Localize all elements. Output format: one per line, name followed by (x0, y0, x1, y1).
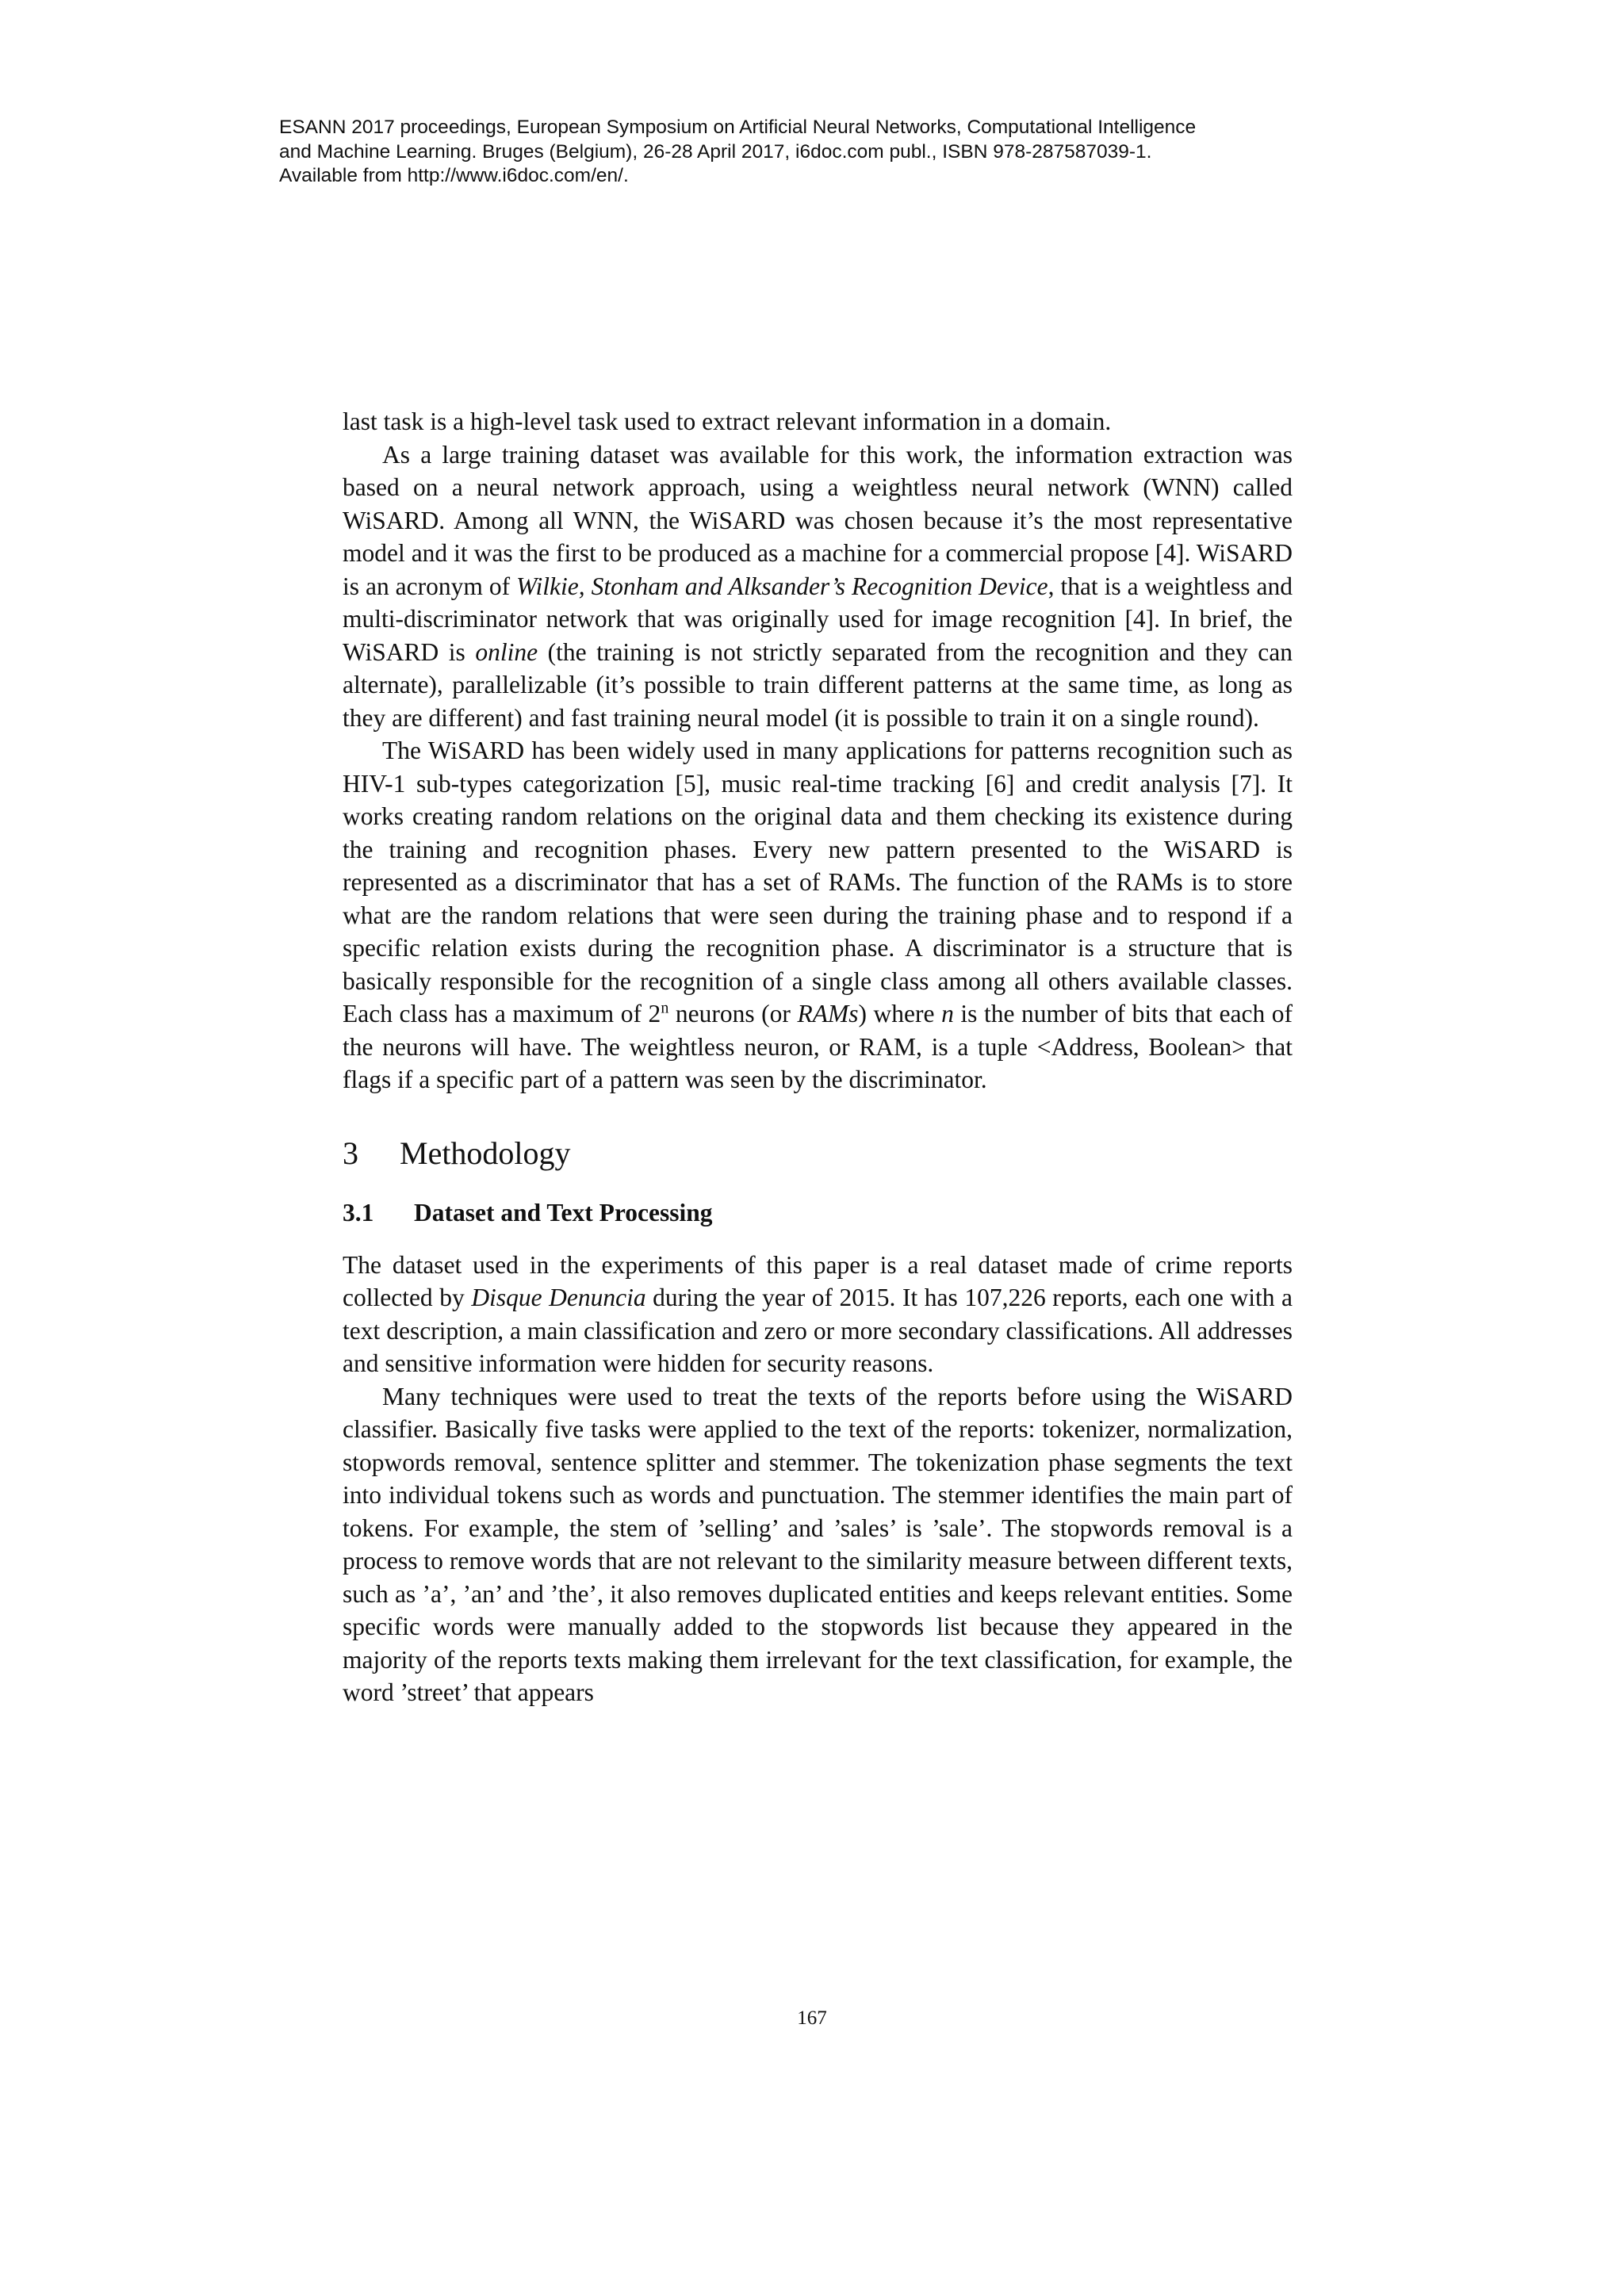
proceedings-header (279, 116, 1389, 189)
italic-span: online (475, 637, 538, 666)
text-span: The dataset used in the experiments of this paper is a real dataset made of crime reports collected by (343, 1250, 1293, 1311)
text-span: is the number of bits that each of the neurons will have. The weightless neuron, or RAM, is a tuple <Address, Boolean> that flags if a specific part of a pattern was seen by the discriminator. (343, 1000, 1293, 1093)
paragraph-wisard-intro (343, 438, 1293, 735)
italic-span: Wilkie, Stonham and Alksander’s Recognition Device (516, 572, 1048, 600)
subsection-number: 3.1 (343, 1198, 374, 1226)
italic-span: RAMs (797, 1000, 859, 1027)
section-heading (343, 1134, 1293, 1173)
page-number: 167 (797, 2007, 827, 2029)
paragraph-text: last task is a high-level task used to extract relevant information in a domain. (343, 408, 1112, 435)
paragraph-dataset (343, 1249, 1293, 1380)
header-line-1: ESANN 2017 proceedings, European Symposium on Artificial Neural Networks, Computational Intelligence (279, 117, 1197, 138)
text-span: As a large training dataset was available for this work, the information extraction was based on a neural network approach, using a weightless neural network (WNN) called WiSARD. Among all WNN, the WiSARD was chosen because it’s the most representative model and it was the first to be produced as a machine for a commercial propose [4]. WiSARD is an acronym of (343, 440, 1293, 600)
text-span: (the training is not strictly separated from the recognition and they can alternate), parallelizable (it’s possible to train different patterns at the same time, as long as they are different) and fast training neural model (it is possible to train it on a single round). (343, 637, 1293, 732)
paragraph-continuation (343, 405, 1293, 438)
subsection-title: Dataset and Text Processing (414, 1198, 713, 1226)
text-span: ) where (858, 1000, 942, 1027)
paragraph-text-processing (343, 1380, 1293, 1709)
header-line-2: and Machine Learning. Bruges (Belgium), 26-28 April 2017, i6doc.com publ., ISBN 978-287587039-1. (279, 140, 1152, 163)
subsection-heading (343, 1196, 1293, 1230)
text-span: neurons (or (668, 1000, 798, 1027)
italic-span: n (941, 1000, 954, 1027)
text-span: , that is a weightless and multi-discriminator network that was originally used for image recognition [4]. In brief, the WiSARD is (343, 572, 1293, 666)
paragraph-wisard-applications (343, 734, 1293, 1096)
paragraph-text: Many techniques were used to treat the texts of the reports before using the WiSARD classifier. Basically five tasks were applied to the text of the reports: tokenizer, normalization, stopwords removal, sentence splitter and stemmer. The tokenization phase segments the text into individual tokens such as words and punctuation. The stemmer identifies the main part of tokens. For example, the stem of ’selling’ and ’sales’ is ’sale’. The stopwords removal is a process to remove words that are not relevant to the similarity measure between different texts, such as ’a’, ’an’ and ’the’, it also removes duplicated entities and keeps relevant entities. Some specific words were manually added to the stopwords list because they appeared in the majority of the reports texts making them irrelevant for the text classification, for example, the word ’street’ that appears (343, 1382, 1293, 1706)
header-line-3: Available from http://www.i6doc.com/en/. (279, 165, 629, 186)
paper-body (343, 405, 1293, 1709)
italic-span: Disque Denuncia (471, 1284, 646, 1311)
superscript: n (661, 999, 669, 1017)
section-number: 3 (343, 1135, 358, 1171)
section-title: Methodology (400, 1135, 571, 1171)
text-span: The WiSARD has been widely used in many applications for patterns recognition such as HIV-1 sub-types categorization [5], music real-time tracking [6] and credit analysis [7]. It works creating random relations on the original data and them checking its existence during the training and recognition phases. Every new pattern presented to the WiSARD is represented as a discriminator that has a set of RAMs. The function of the RAMs is to store what are the random relations that were seen during the training phase and to respond if a specific relation exists during the recognition phase. A discriminator is a structure that is basically responsible for the recognition of a single class among all others available classes. Each class has a maximum of 2 (343, 737, 1293, 1027)
text-span: during the year of 2015. It has 107,226 reports, each one with a text description, a main classification and zero or more secondary classifications. All addresses and sensitive information were hidden for security reasons. (343, 1284, 1293, 1377)
